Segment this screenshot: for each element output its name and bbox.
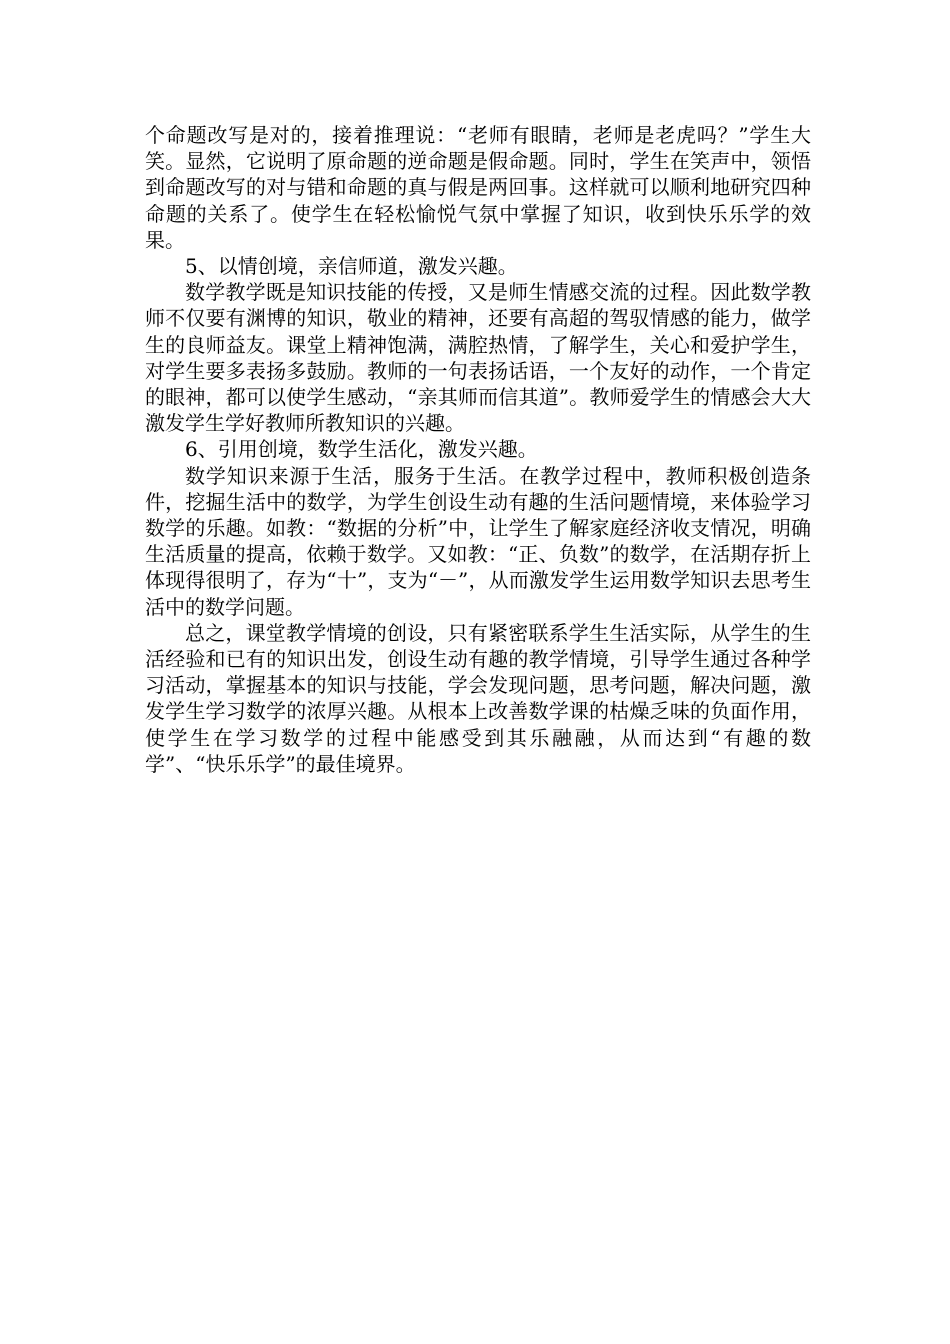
paragraph-emotion: 数学教学既是知识技能的传授，又是师生情感交流的过程。因此数学教师不仅要有渊博的知识，敬业的精神，还要有高超的驾驭情感的能力，做学生的良师益友。课堂上精神饱满，满腔热情，了解学生，关心和爱护学生，对学生要多表扬多鼓励。教师的一句表扬话语，一个友好的动作，一个肯定的眼神，都可以使学生感动，“亲其师而信其道”。教师爱学生的情感会大大激发学生学好教师所教知识的兴趣。: [145, 280, 811, 436]
paragraph-life: 数学知识来源于生活，服务于生活。在教学过程中，教师积极创造条件，挖掘生活中的数学，为学生创设生动有趣的生活问题情境，来体验学习数学的乐趣。如教：“数据的分析”中，让学生了解家庭经济收支情况，明确生活质量的提高，依赖于数学。又如教：“正、负数”的数学，在活期存折上体现得很明了，存为“十”，支为“－”，从而激发学生运用数学知识去思考生活中的数学问题。: [145, 463, 811, 619]
paragraph-continuation: 个命题改写是对的，接着推理说：“老师有眼睛，老师是老虎吗？”学生大笑。显然，它说明了原命题的逆命题是假命题。同时，学生在笑声中，领悟到命题改写的对与错和命题的真与假是两回事。这样就可以顺利地研究四种命题的关系了。使学生在轻松愉悦气氛中掌握了知识，收到快乐乐学的效果。: [145, 123, 811, 252]
section-heading-5: 5、以情创境，亲信师道，激发兴趣。: [185, 254, 518, 279]
section-heading-6: 6、引用创境，数学生活化，激发兴趣。: [185, 437, 538, 462]
paragraph-conclusion: 总之，课堂教学情境的创设，只有紧密联系学生生活实际，从学生的生活经验和已有的知识出发，创设生动有趣的教学情境，引导学生通过各种学习活动，掌握基本的知识与技能，学会发现问题，思考问题，解决问题，激发学生学习数学的浓厚兴趣。从根本上改善数学课的枯燥乏味的负面作用，使学生在学习数学的过程中能感受到其乐融融，从而达到“有趣的数学”、“快乐乐学”的最佳境界。: [145, 620, 811, 776]
document-body: [145, 122, 811, 777]
